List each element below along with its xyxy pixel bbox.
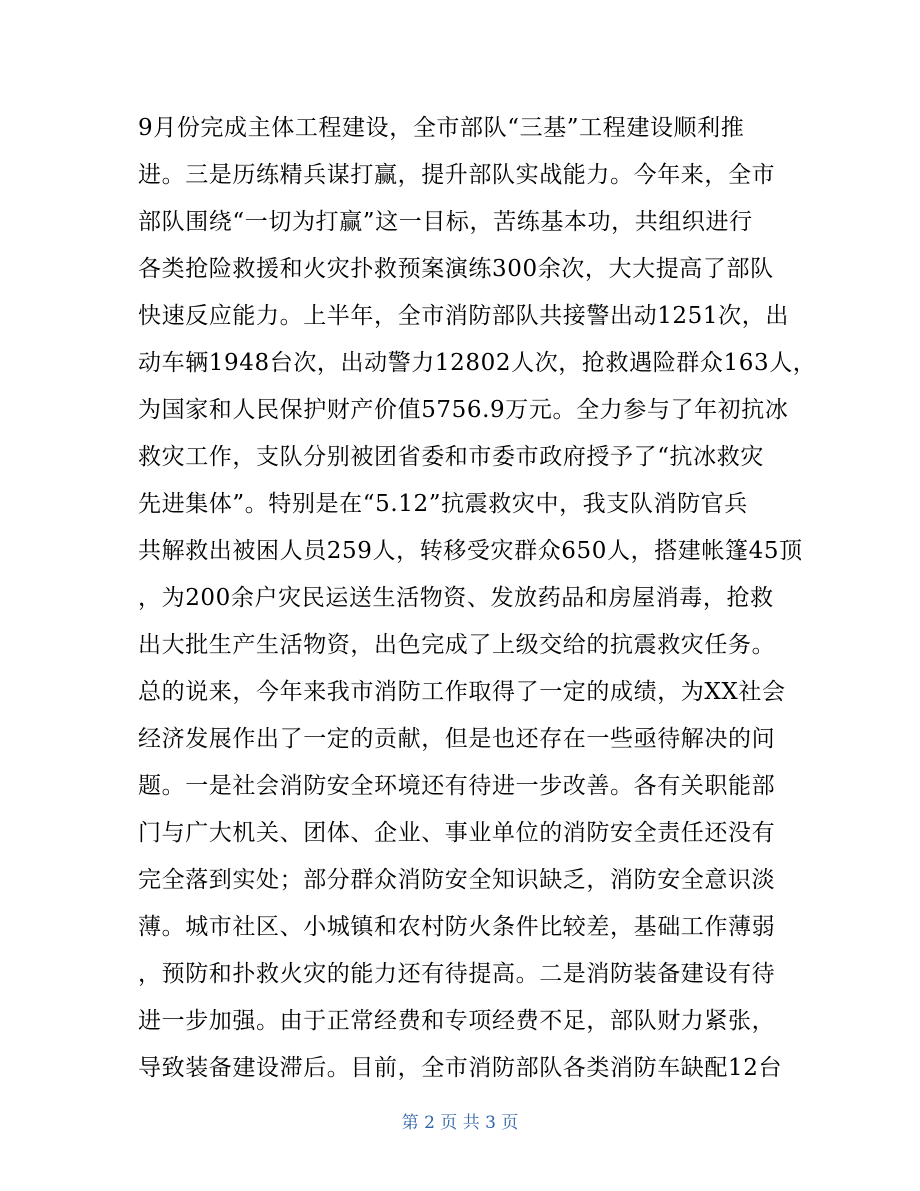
text-line: 快速反应能力。上半年，全市消防部队共接警出动1251次，出 (138, 303, 789, 329)
text-line: 导致装备建设滞后。目前，全市消防部队各类消防车缺配12台 (138, 1055, 783, 1081)
text-line: 题。一是社会消防安全环境还有待进一步改善。各有关职能部 (138, 773, 776, 799)
text-line: 出大批生产生活物资，出色完成了上级交给的抗震救灾任务。 (138, 632, 776, 658)
body-text (138, 105, 817, 1092)
text-line: 为国家和人民保护财产价值5756.9万元。全力参与了年初抗冰 (138, 397, 789, 423)
text-line: 总的说来，今年来我市消防工作取得了一定的成绩，为XX社会 (138, 679, 786, 705)
text-line: 薄。城市社区、小城镇和农村防火条件比较差，基础工作薄弱 (138, 914, 776, 940)
text-line: 部队围绕“一切为打赢”这一目标，苦练基本功，共组织进行 (138, 209, 753, 235)
text-line: 进。三是历练精兵谋打赢，提升部队实战能力。今年来，全市 (138, 162, 776, 188)
text-line: 先进集体”。特别是在“5.12”抗震救灾中，我支队消防官兵 (138, 491, 748, 517)
text-line: ，为200余户灾民运送生活物资、发放药品和房屋消毒，抢救 (138, 585, 774, 611)
text-line: 共解救出被困人员259人，转移受灾群众650人，搭建帐篷45顶 (138, 538, 803, 564)
text-line: 完全落到实处；部分群众消防安全知识缺乏，消防安全意识淡 (138, 867, 776, 893)
text-line: 各类抢险救援和火灾扑救预案演练300余次，大大提高了部队 (138, 256, 774, 282)
text-line: 门与广大机关、团体、企业、事业单位的消防安全责任还没有 (138, 820, 776, 846)
text-line: 9月份完成主体工程建设，全市部队“三基”工程建设顺利推 (138, 115, 745, 141)
page-number-footer: 第 2 页 共 3 页 (401, 1113, 519, 1133)
text-line: 救灾工作，支队分别被团省委和市委市政府授予了“抗冰救灾 (138, 444, 764, 470)
text-line: 进一步加强。由于正常经费和专项经费不足，部队财力紧张， (138, 1008, 776, 1034)
text-line: 经济发展作出了一定的贡献，但是也还存在一些亟待解决的问 (138, 726, 776, 752)
text-line: 动车辆1948台次，出动警力12802人次，抢救遇险群众163人， (138, 350, 817, 376)
text-line: ，预防和扑救火灾的能力还有待提高。二是消防装备建设有待 (138, 961, 776, 987)
